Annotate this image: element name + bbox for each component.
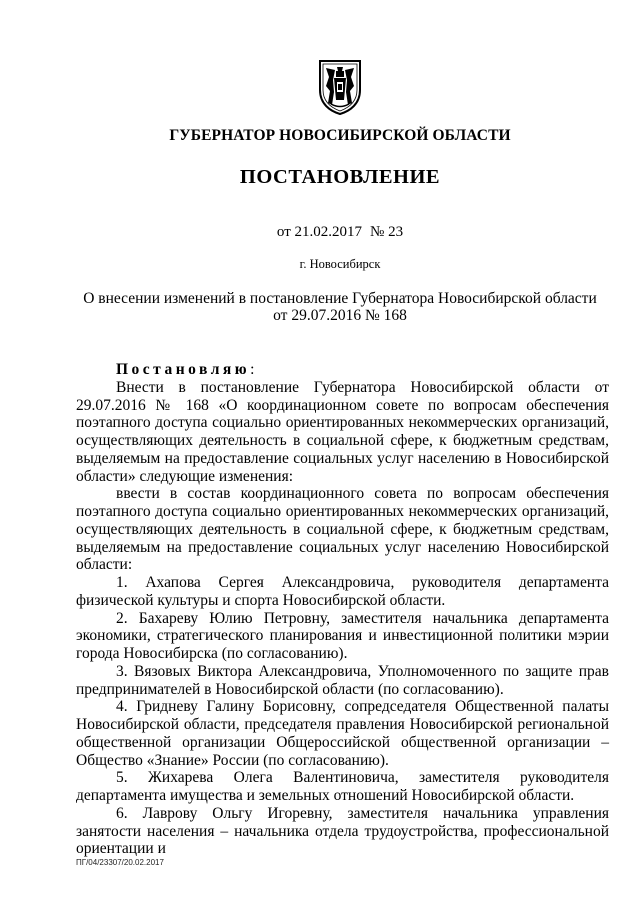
subject-line-2: от 29.07.2016 № 168 (273, 307, 407, 324)
document-type-title: ПОСТАНОВЛЕНИЕ (239, 166, 441, 188)
list-item: 6. Лаврову Ольгу Игоревну, заместителя начальника управления занятости населения – начальника отдела трудоустройства, профессиональной ориентации и (76, 804, 609, 858)
issuing-authority: ГУБЕРНАТОР НОВОСИБИРСКОЙ ОБЛАСТИ (169, 127, 511, 144)
list-item: 5. Жихарева Олега Валентиновича, заместителя руководителя департамента имущества и земельных отношений Новосибирской области. (76, 769, 609, 804)
list-item: 3. Вязовых Виктора Александровича, Уполномоченного по защите прав предпринимателей в Новосибирской области (по согласованию). (76, 662, 609, 698)
subject-line-1: О внесении изменений в постановление Губернатора Новосибирской области (83, 290, 597, 307)
document-number: № 23 (370, 224, 404, 240)
decree-word: Постановляю (116, 361, 251, 378)
decree-colon: : (250, 361, 255, 378)
document-date: от 21.02.2017 (276, 224, 363, 240)
document-subject (0, 290, 640, 324)
list-item: 4. Гридневу Галину Борисовну, сопредседателя Общественной палаты Новосибирской области, председателя правления Новосибирской региональной общественной организации Общероссийской общественной организации – Общество «Знание» России (по согласованию). (76, 698, 609, 769)
coat-of-arms-icon (317, 58, 363, 116)
document-date-line (0, 224, 640, 241)
document-city: г. Новосибирск (299, 257, 381, 271)
lead-paragraph: ввести в состав координационного совета по вопросам обеспечения поэтапного доступа социально ориентированных некоммерческих организаций, осуществляющих деятельность в социальной сфере, к бюджетным средствам, выделяемым на предоставление социальных услуг населению Новосибирской области: (76, 485, 609, 574)
list-item: 2. Бахареву Юлию Петровну, заместителя начальника департамента экономики, стратегического планирования и инвестиционной политики мэрии города Новосибирска (по согласованию). (76, 609, 609, 662)
intro-paragraph: Внести в постановление Губернатора Новосибирской области от 29.07.2016 № 168 «О координационном совете по вопросам обеспечения поэтапного доступа социально ориентированных некоммерческих организаций, осуществляющих деятельность в социальной сфере, к бюджетным средствам, выделяемым на предоставление социальных услуг населению в Новосибирской области» следующие изменения: (76, 378, 609, 485)
footer-doc-code: ПГ/04/23307/20.02.2017 (76, 858, 164, 867)
document-body (76, 361, 609, 858)
decree-heading (76, 361, 609, 379)
list-item: 1. Ахапова Сергея Александровича, руководителя департамента физической культуры и спорта Новосибирской области. (76, 574, 609, 609)
